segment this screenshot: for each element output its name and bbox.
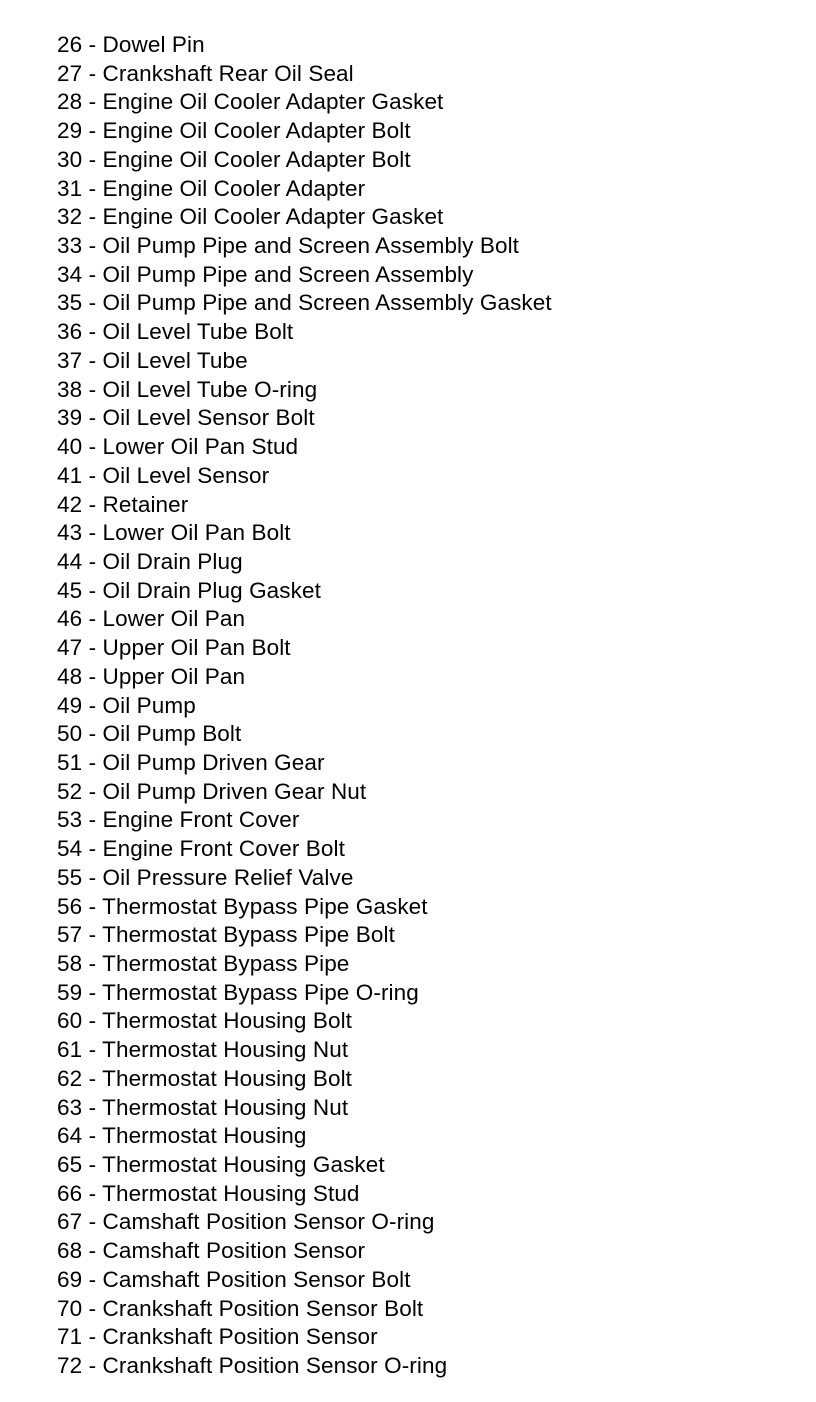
part-item: 59 - Thermostat Bypass Pipe O-ring [57, 979, 419, 1005]
part-item: 46 - Lower Oil Pan [57, 606, 246, 632]
part-item: 29 - Engine Oil Cooler Adapter Bolt [57, 118, 411, 144]
part-item: 65 - Thermostat Housing Gasket [57, 1152, 385, 1178]
part-item: 30 - Engine Oil Cooler Adapter Bolt [57, 146, 411, 172]
part-item: 71 - Crankshaft Position Sensor [57, 1324, 378, 1350]
part-item: 60 - Thermostat Housing Bolt [57, 1008, 353, 1034]
part-item: 40 - Lower Oil Pan Stud [57, 434, 299, 460]
part-item: 37 - Oil Level Tube [57, 347, 248, 373]
part-item: 43 - Lower Oil Pan Bolt [57, 520, 291, 546]
part-item: 41 - Oil Level Sensor [57, 462, 270, 488]
part-item: 34 - Oil Pump Pipe and Screen Assembly [57, 261, 474, 287]
part-item: 45 - Oil Drain Plug Gasket [57, 577, 321, 603]
part-item: 31 - Engine Oil Cooler Adapter [57, 175, 366, 201]
part-item: 57 - Thermostat Bypass Pipe Bolt [57, 922, 395, 948]
part-item: 48 - Upper Oil Pan [57, 663, 246, 689]
part-item: 72 - Crankshaft Position Sensor O-ring [57, 1353, 448, 1379]
part-item: 70 - Crankshaft Position Sensor Bolt [57, 1295, 424, 1321]
part-item: 68 - Camshaft Position Sensor [57, 1238, 366, 1264]
part-item: 61 - Thermostat Housing Nut [57, 1037, 349, 1063]
part-item: 67 - Camshaft Position Sensor O-ring [57, 1209, 435, 1235]
part-item: 42 - Retainer [57, 491, 189, 517]
part-item: 51 - Oil Pump Driven Gear [57, 749, 325, 775]
part-item: 54 - Engine Front Cover Bolt [57, 836, 345, 862]
part-item: 63 - Thermostat Housing Nut [57, 1094, 349, 1120]
part-item: 44 - Oil Drain Plug [57, 548, 243, 574]
part-item: 56 - Thermostat Bypass Pipe Gasket [57, 893, 428, 919]
part-item: 58 - Thermostat Bypass Pipe [57, 951, 350, 976]
part-item: 39 - Oil Level Sensor Bolt [57, 405, 315, 431]
part-item: 33 - Oil Pump Pipe and Screen Assembly Bolt [57, 233, 520, 259]
part-item: 52 - Oil Pump Driven Gear Nut [57, 778, 367, 804]
part-item: 69 - Camshaft Position Sensor Bolt [57, 1266, 411, 1292]
part-item: 32 - Engine Oil Cooler Adapter Gasket [57, 204, 444, 230]
part-item: 55 - Oil Pressure Relief Valve [57, 864, 354, 890]
part-item: 64 - Thermostat Housing [57, 1123, 307, 1149]
part-item: 36 - Oil Level Tube Bolt [57, 319, 294, 345]
part-item: 38 - Oil Level Tube O-ring [57, 376, 318, 402]
part-item: 35 - Oil Pump Pipe and Screen Assembly Gasket [57, 290, 552, 316]
part-item: 27 - Crankshaft Rear Oil Seal [57, 60, 354, 86]
part-item: 50 - Oil Pump Bolt [57, 721, 242, 747]
part-item: 62 - Thermostat Housing Bolt [57, 1065, 353, 1091]
part-item: 66 - Thermostat Housing Stud [57, 1180, 360, 1206]
parts-legend-list [57, 31, 552, 1381]
part-item: 28 - Engine Oil Cooler Adapter Gasket [57, 89, 444, 115]
part-item: 53 - Engine Front Cover [57, 807, 300, 833]
part-item: 49 - Oil Pump [57, 692, 196, 718]
part-item: 47 - Upper Oil Pan Bolt [57, 635, 291, 661]
part-item: 26 - Dowel Pin [57, 32, 205, 57]
